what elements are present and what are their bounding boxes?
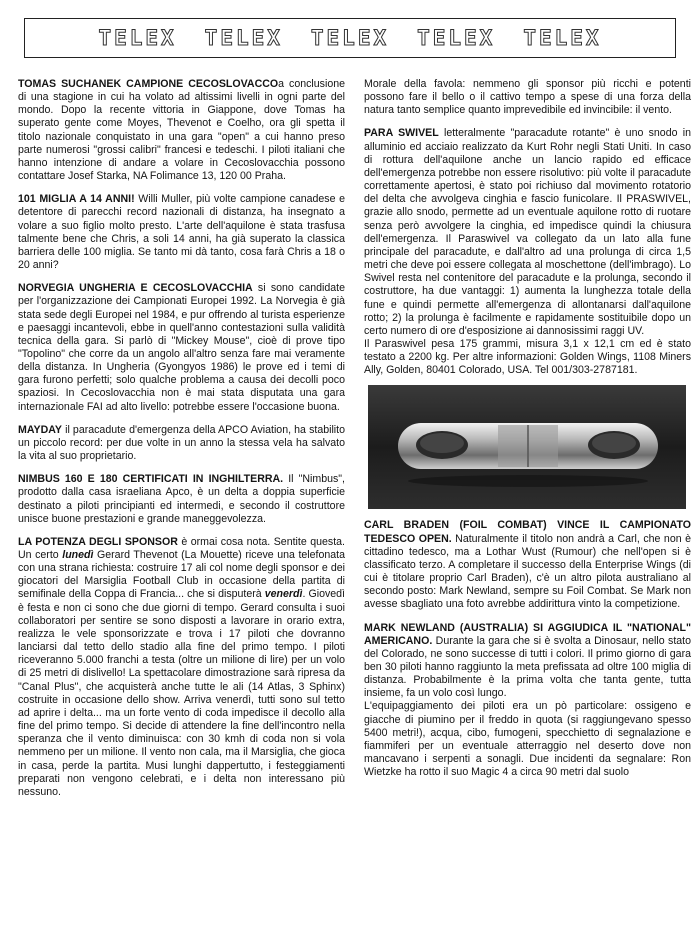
news-headline: NORVEGIA UNGHERIA E CECOSLOVACCHIA	[18, 282, 253, 295]
news-body: Gerard Thevenot (La Mouette) riceve una telefonata con una strana richiesta: costruire 17 ali col nome degli sponsor e dei giocatori del Marsiglia Football Club in occasione della partita di semifinale della Coppa di Francia... che si disputerà	[18, 549, 346, 601]
paraswivel-photo	[368, 385, 686, 509]
news-headline: TOMAS SUCHANEK CAMPIONE CECOSLOVACCO	[18, 78, 279, 90]
news-body: si sono candidate per l'organizzazione dei Campionati Europei 1992. La Norvegia è già stata sede degli Europei nel 1984, e pur offrendo al turista esperienze e paesaggi incantevoli, ebbe in quell'anno contestazioni sulla validità tecnica della gara. Si parlò di "Mickey Mouse", cioè di prove tipo "Topolino" che corre da un angolo all'altro senza fare mai veramente della distanza. In Ungheria (Gyongyos 1986) le prove ed i temi di gara furono perfetti; solo qualche problema a causa dei decolli poco spaziosi. In Cecoslovacchia non è mai stata disputata una gara internazionale FAI ad alto livello: potrebbe essere l'occasione buona.	[18, 282, 345, 413]
news-body: a conclusione di una stagione in cui ha volato ad altissimi livelli in ogni parte del mondo. Dopo la recente vittoria in Giappone, dove Tomas ha superato gente come Moyes, Thevenot e Coelho, ora gli spetta il titolo nazionale conquistato in una gara "open" a cui hanno preso parte numerosi "grossi calibri" francesi e tedeschi. I piloti italiani che hanno intenzione di andare a volare in Cecoslovacchia possono contattare Josef Starka, NA Folimance 13, 120 00 Praha.	[18, 78, 345, 183]
news-item-paraswivel	[364, 127, 691, 338]
news-headline: LA POTENZA DEGLI SPONSOR	[18, 535, 178, 548]
news-item-nimbus	[18, 473, 345, 526]
news-body: letteralmente "paracadute rotante" è uno snodo in alluminio ed acciaio realizzato da Kurt Rohr negli Stati Uniti. In caso di rottura dell'aquilone anche un lancio rapido ed efficace dell'emergenza potrebbe non essere risolutivo: più volte il paracadute correttamente apertosi, è stato poi richiuso dal movimento rotatorio del delta che avvolgeva cinghia e fascio funicolare. Il PRASWIVEL, grazie allo snodo, permette ad un eventuale aquilone rotto di ruotare senza però avvolgere la cinghia, ed impedisce quindi la chiusura dell'emergenza. Il Paraswivel va collegato da un lato alla fune principale del paracadute, e dall'altro ad una prolunga di circa 1,5 metri che deve poi essere collegata al moschettone (dell'imbrago). Lo Swivel resta nel contenitore del paracadute e la prolunga, secondo il costruttore, ha due vantaggi: 1) aumenta la lunghezza totale della fune e quindi permette all'emergenza di allontanarsi dall'aquilone rotto; 2) la prolunga è facilmente e rapidamente sostituibile dopo un certo numero di ore d'esposizione ai dannosissimi raggi UV.	[364, 127, 691, 337]
news-body: il paracadute d'emergenza della APCO Aviation, ha stabilito un piccolo record: per due volte in un anno la stessa vela ha salvato la vita al suo proprietario.	[18, 423, 345, 463]
news-headline: MARK NEWLAND (AUSTRALIA) SI AGGIUDICA IL "NATIONAL" AMERICANO.	[364, 621, 691, 647]
news-item-europei	[18, 282, 345, 414]
banner-word: TELEX	[417, 26, 496, 50]
news-body: Naturalmente il titolo non andrà a Carl, che non è cittadino tedesco, ma a Lothar Wust (Rumour) che nell'open si è classificato terzo. A completare il successo della Enterprise Wings (di cui è titolare proprio Carl Braden), c'è un altro pilota australiano al secondo posto: Mark Newland, sempre su Foil Combat. Se Mark non avesse sbagliato una foto avrebbe addirittura vinto la competizione.	[364, 532, 691, 611]
banner-word: TELEX	[523, 26, 602, 50]
news-headline: MAYDAY	[18, 423, 62, 436]
news-headline: 101 MIGLIA A 14 ANNI!	[18, 193, 135, 206]
left-column	[18, 78, 345, 809]
news-item-suchanek	[18, 78, 345, 183]
news-item-newland-cont	[364, 700, 691, 779]
news-item-braden	[364, 519, 691, 611]
news-body: Il Paraswivel pesa 175 grammi, misura 3,1 x 12,1 cm ed è stato testato a 2200 kg. Per altre informazioni: Golden Wings, 1108 Miners Ally, Golden, 80401 Colorado, USA. Tel 001/303-2787181.	[364, 337, 691, 377]
news-body: Il "Nimbus", prodotto dalla casa israeliana Apco, è un delta a doppia superficie destinato a piloti principianti ed intermedi, e secondo il costruttore unisce buone prestazioni e grande maneggevolezza.	[18, 473, 345, 525]
news-item-newland	[364, 622, 691, 701]
news-item-101-miglia	[18, 193, 345, 272]
banner-word: TELEX	[310, 26, 390, 50]
news-body: . Giovedì è festa e non ci sono che due giorni di tempo. Gerard consulta i suoi collaboratori per sentire se sono disposti a lavorare in orario extra, realizza le vele sponsorizzate e trova i 17 piloti che dovranno lanciarsi dal tetto dello stadio alla fine del primo tempo. I piloti riceveranno 5.000 franchi a testa (oltre un milione di lire) per un volo di 25 metri di dislivello! La spettacolare dimostrazione sarà ripresa da "Canal Plus", che acquisterà anche tutte le ali (14 Atlas, 3 Sphinx) costruite in occasione dello show. Arriva venerdì, tutti sono sul tetto ad aprire i delta... ma un forte vento di coda impedisce il decollo alla fine del primo tempo. Si decide di attendere la fine dell'incontro nella speranza che il vento diminuisca: con 30 kmh di coda non si vola nemmeno per un milione. Il vento non cala, ma il Marsiglia, che gioca in casa, perde la partita. Musi lunghi dappertutto, i festeggiamenti preparati non vengono celebrati, e i delta non interessano più nessuno.	[18, 588, 345, 798]
telex-banner	[24, 18, 676, 58]
news-body: L'equipaggiamento dei piloti era un pò particolare: ossigeno e giacche di piumino per il freddo in quota (si raggiungevano spesso 5400 metri!), acqua, cibo, fumogeni, specchietto di segnalazione e fiammiferi per un eventuale atterraggio nel deserto dove non mancavano i serpenti a sonagli. Due incidenti da segnalare: Ron Wietzke ha rotto il suo Magic 4 a circa 90 metri dal suolo	[364, 700, 691, 779]
news-body: Willi Muller, più volte campione canadese e detentore di parecchi record nazionali di distanza, ha insegnato a volare a suo figlio molto presto. L'arte dell'aquilone è stata trasfusa talmente bene che Chris, a soli 14 anni, ha già superato la classica barriera delle 100 miglia. Se tanto mi dà tanto, cosa farà Chris a 18 o 20 anni?	[18, 193, 345, 272]
swivel-image	[368, 385, 686, 509]
news-moral	[364, 78, 691, 117]
news-headline: NIMBUS 160 E 180 CERTIFICATI IN INGHILTERRA.	[18, 473, 284, 486]
news-emphasis: venerdì	[264, 588, 303, 601]
news-headline: PARA SWIVEL	[364, 127, 439, 140]
banner-word: TELEX	[204, 26, 283, 50]
news-item-paraswivel-specs	[364, 338, 691, 377]
banner-word: TELEX	[98, 26, 177, 50]
right-column	[364, 78, 691, 789]
news-item-mayday	[18, 424, 345, 463]
news-emphasis: lunedì	[62, 549, 94, 561]
news-item-sponsor	[18, 536, 345, 799]
news-body: Morale della favola: nemmeno gli sponsor più ricchi e potenti possono fare il bello o il cattivo tempo a spese di una forza della natura tanto semplice quanto imprevedibile ed invincibile: il vento.	[364, 78, 691, 117]
news-headline: CARL BRADEN (FOIL COMBAT) VINCE IL CAMPIONATO TEDESCO OPEN.	[364, 519, 691, 545]
news-body: Durante la gara che si è svolta a Dinosaur, nello stato del Colorado, ne sono successe di tutti i colori. Il primo giorno di gara ben 30 piloti hanno raggiunto la meta prefissata ad oltre 100 miglia di distanza. Probabilmente è la prima volta che tanta gente, tutta insieme, fa un volo così lungo.	[364, 634, 691, 700]
news-body: è ormai cosa nota. Sentite questa. Un certo	[18, 535, 345, 561]
